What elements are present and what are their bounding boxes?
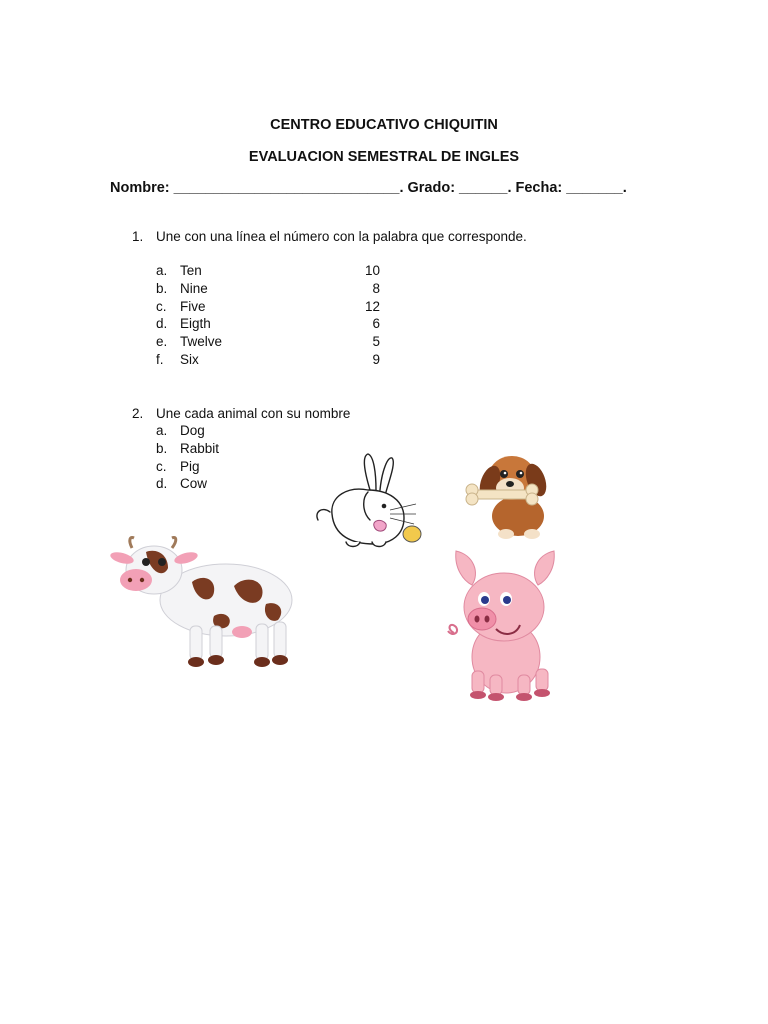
item-word: Rabbit <box>180 440 220 456</box>
item-letter: f. <box>156 351 164 367</box>
item-number: 9 <box>372 351 380 367</box>
item-number: 5 <box>372 334 380 350</box>
item-word: Pig <box>180 458 200 474</box>
item-word: Twelve <box>180 334 223 350</box>
item-number: 12 <box>364 298 380 314</box>
item-letter: c. <box>156 298 167 314</box>
item-letter: d. <box>156 476 168 492</box>
question-2-text: Une cada animal con su nombre <box>156 406 351 421</box>
item-word: Dog <box>180 423 205 438</box>
item-word: Five <box>180 298 206 314</box>
question-2-number: 2. <box>132 406 144 421</box>
item-number: 6 <box>372 316 380 332</box>
pig-illustration <box>444 545 564 705</box>
student-fields-line: Nombre: ____________________________. Grado: ______. Fecha: _______. <box>110 180 627 196</box>
item-letter: a. <box>156 423 168 438</box>
item-letter: c. <box>156 458 167 474</box>
item-letter: b. <box>156 440 168 456</box>
item-letter: a. <box>156 263 168 278</box>
exam-title: EVALUACION SEMESTRAL DE INGLES <box>248 149 520 165</box>
item-word: Six <box>180 351 199 367</box>
item-word: Ten <box>180 263 202 278</box>
item-number: 10 <box>364 263 380 278</box>
cow-illustration <box>106 534 298 674</box>
question-1-number: 1. <box>132 229 144 244</box>
item-letter: b. <box>156 280 168 296</box>
item-word: Cow <box>180 476 208 492</box>
item-word: Nine <box>180 280 208 296</box>
item-word: Eigth <box>180 316 211 332</box>
dog-with-bone-illustration <box>462 446 558 542</box>
item-letter: d. <box>156 316 168 332</box>
item-number: 8 <box>372 280 380 296</box>
item-letter: e. <box>156 334 168 350</box>
rabbit-drawing <box>312 450 432 550</box>
question-1-text: Une con una línea el número con la palabra que corresponde. <box>156 229 527 244</box>
school-title: CENTRO EDUCATIVO CHIQUITIN <box>270 117 498 133</box>
